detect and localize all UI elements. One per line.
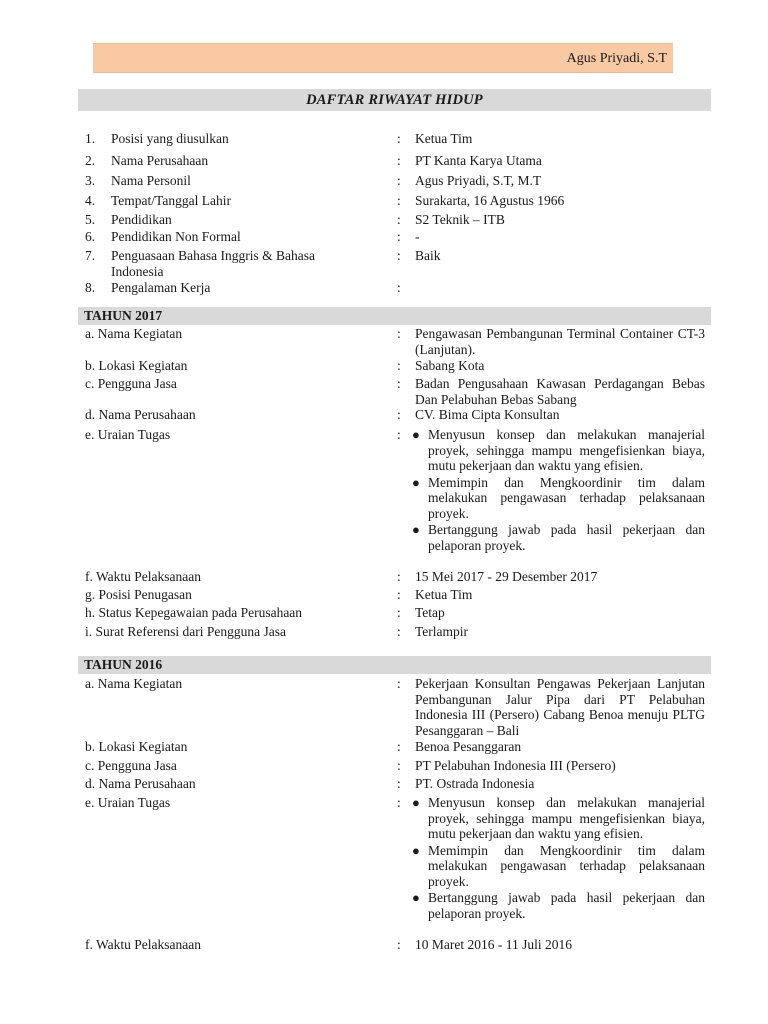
row-value: Pengawasan Pembangunan Terminal Container CT-3 (Lanjutan).	[415, 326, 705, 357]
row-label: i. Surat Referensi dari Pengguna Jasa	[85, 624, 286, 639]
bullet-icon: ●	[412, 522, 420, 537]
colon: :	[397, 193, 401, 208]
task-text: Menyusun konsep dan melakukan manajerial proyek, sehingga mampu mengefisienkan biaya, mutu pekerjaan dan waktu yang efisien.	[428, 795, 705, 841]
task-text: Menyusun konsep dan melakukan manajerial proyek, sehingga mampu mengefisienkan biaya, mutu pekerjaan dan waktu yang efisien.	[428, 427, 705, 473]
task-text: Memimpin dan Mengkoordinir tim dalam melakukan pengawasan terhadap pelaksanaan proyek.	[428, 842, 705, 889]
row-label: f. Waktu Pelaksanaan	[85, 937, 202, 952]
bullet-icon: ●	[412, 795, 420, 810]
row-value: Ketua Tim	[415, 131, 473, 146]
bullet-icon: ●	[412, 474, 420, 490]
task-text: Bertanggung jawab pada hasil pekerjaan dan pelaporan proyek.	[428, 522, 705, 553]
row-label: b. Lokasi Kegiatan	[85, 739, 188, 754]
list-item	[408, 522, 705, 553]
row-number: 4.	[85, 193, 96, 208]
bullet-icon: ●	[412, 842, 420, 858]
task-text: Memimpin dan Mengkoordinir tim dalam melakukan pengawasan terhadap pelaksanaan proyek.	[428, 474, 705, 521]
row-label: Pengalaman Kerja	[111, 280, 211, 295]
row-value: CV. Bima Cipta Konsultan	[415, 407, 560, 422]
bullet-icon: ●	[412, 427, 420, 442]
row-label: d. Nama Perusahaan	[85, 407, 196, 422]
colon: :	[397, 624, 401, 639]
colon: :	[397, 358, 401, 373]
row-label: d. Nama Perusahaan	[85, 776, 196, 791]
row-value: Tetap	[415, 605, 445, 620]
row-value: Benoa Pesanggaran	[415, 739, 522, 754]
row-label: Nama Personil	[111, 173, 191, 188]
colon: :	[397, 758, 401, 773]
row-value: PT Pelabuhan Indonesia III (Persero)	[415, 758, 616, 773]
row-label: Nama Perusahaan	[111, 153, 209, 168]
colon: :	[397, 587, 401, 602]
colon: :	[397, 212, 401, 227]
header-bar	[93, 43, 673, 73]
row-label: c. Pengguna Jasa	[85, 376, 177, 391]
row-value: Pekerjaan Konsultan Pengawas Pekerjaan Lanjutan Pembangunan Jalur Pipa dari PT Pelabuhan Indonesia III (Persero) Cabang Benoa menuju PLTG Pesanggaran – Bali	[415, 676, 705, 738]
colon: :	[397, 676, 401, 691]
list-item	[408, 427, 705, 474]
row-label: h. Status Kepegawaian pada Perusahaan	[85, 605, 303, 620]
document-title: DAFTAR RIWAYAT HIDUP	[78, 89, 711, 111]
row-value: S2 Teknik – ITB	[415, 212, 505, 227]
list-item	[408, 890, 705, 921]
list-item	[408, 795, 705, 842]
list-item	[408, 843, 705, 890]
row-label: a. Nama Kegiatan	[85, 676, 183, 691]
row-label: c. Pengguna Jasa	[85, 758, 177, 773]
row-value: PT. Ostrada Indonesia	[415, 776, 535, 791]
row-label: b. Lokasi Kegiatan	[85, 358, 188, 373]
colon: :	[397, 229, 401, 244]
row-label: Posisi yang diusulkan	[111, 131, 229, 146]
row-label: f. Waktu Pelaksanaan	[85, 569, 202, 584]
row-number: 1.	[85, 131, 96, 146]
task-text: Bertanggung jawab pada hasil pekerjaan dan pelaporan proyek.	[428, 890, 705, 921]
row-value: Badan Pengusahaan Kawasan Perdagangan Bebas Dan Pelabuhan Bebas Sabang	[415, 376, 705, 407]
row-label: e. Uraian Tugas	[85, 427, 171, 442]
colon: :	[397, 326, 401, 341]
colon: :	[397, 937, 401, 952]
colon: :	[397, 376, 401, 391]
row-label: a. Nama Kegiatan	[85, 326, 183, 341]
colon: :	[397, 153, 401, 168]
colon: :	[397, 569, 401, 584]
header-name: Agus Priyadi, S.T	[566, 51, 667, 66]
row-number: 2.	[85, 153, 96, 168]
colon: :	[397, 248, 401, 263]
colon: :	[397, 280, 401, 295]
colon: :	[397, 795, 401, 810]
row-label: g. Posisi Penugasan	[85, 587, 192, 602]
colon: :	[397, 605, 401, 620]
row-value: Sabang Kota	[415, 358, 485, 373]
section-heading-2016: TAHUN 2016	[78, 656, 711, 674]
row-number: 5.	[85, 212, 96, 227]
row-label: e. Uraian Tugas	[85, 795, 171, 810]
row-number: 8.	[85, 280, 96, 295]
row-value: Baik	[415, 248, 441, 263]
row-number: 6.	[85, 229, 96, 244]
colon: :	[397, 131, 401, 146]
row-value: Ketua Tim	[415, 587, 473, 602]
row-label: Pendidikan Non Formal	[111, 229, 241, 244]
list-item	[408, 475, 705, 522]
row-label: Penguasaan Bahasa Inggris & Bahasa Indonesia	[111, 248, 315, 279]
row-value: Agus Priyadi, S.T, M.T	[415, 173, 542, 188]
row-value: 15 Mei 2017 - 29 Desember 2017	[415, 569, 598, 584]
row-value: PT Kanta Karya Utama	[415, 153, 542, 168]
row-number: 3.	[85, 173, 96, 188]
row-label: Tempat/Tanggal Lahir	[111, 193, 231, 208]
row-value: Terlampir	[415, 624, 469, 639]
row-number: 7.	[85, 248, 96, 263]
colon: :	[397, 776, 401, 791]
bullet-icon: ●	[412, 890, 420, 905]
section-heading-2017: TAHUN 2017	[78, 307, 711, 325]
task-list	[408, 427, 705, 554]
colon: :	[397, 407, 401, 422]
row-value: 10 Maret 2016 - 11 Juli 2016	[415, 937, 572, 952]
colon: :	[397, 739, 401, 754]
task-list	[408, 795, 705, 922]
row-value: -	[415, 229, 420, 244]
row-value: Surakarta, 16 Agustus 1966	[415, 193, 565, 208]
colon: :	[397, 427, 401, 442]
row-label: Pendidikan	[111, 212, 172, 227]
colon: :	[397, 173, 401, 188]
